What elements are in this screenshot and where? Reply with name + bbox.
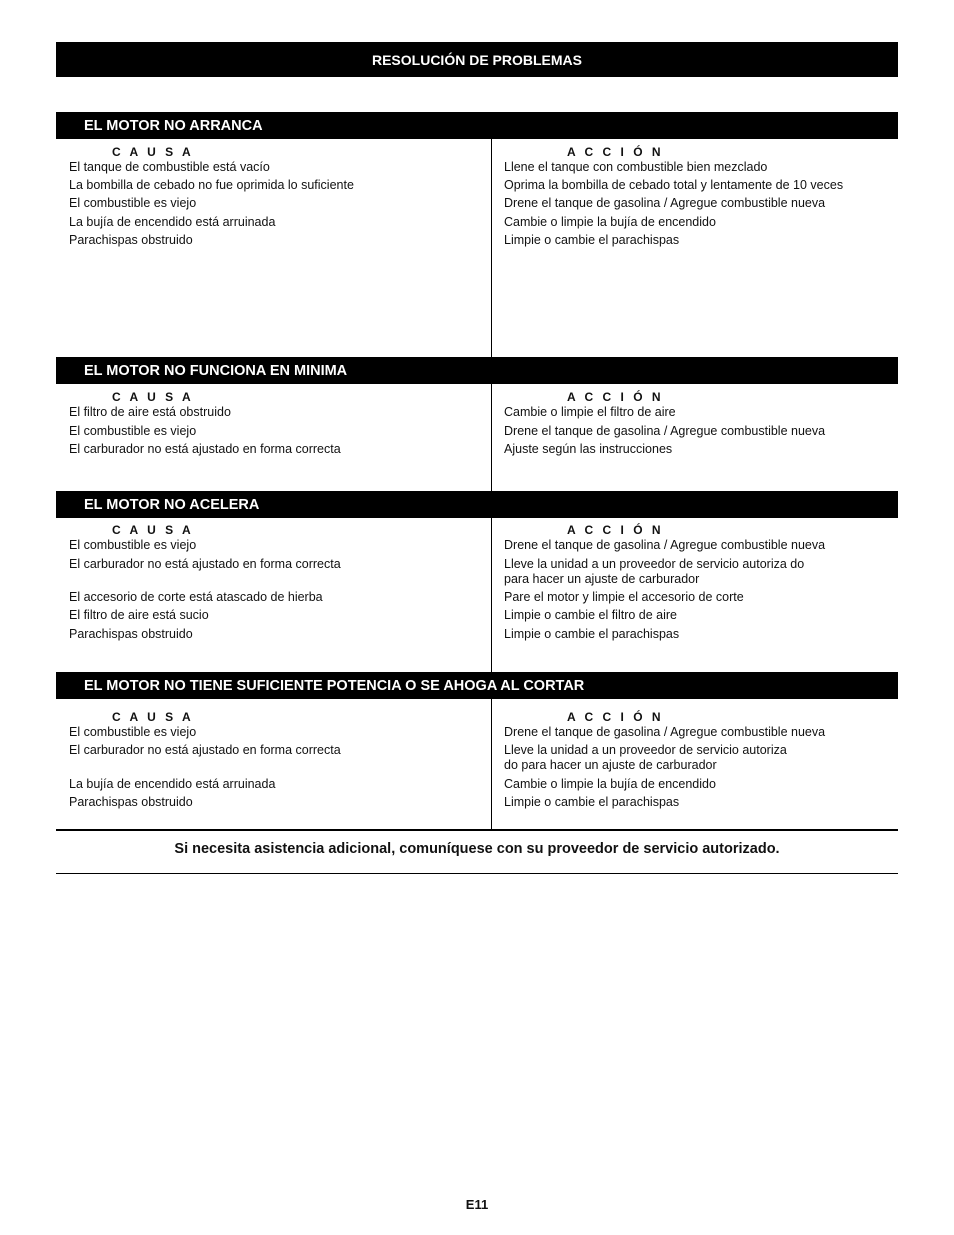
cause-item: La bujía de encendido está arruinada: [69, 215, 276, 229]
section-heading-sin-potencia: EL MOTOR NO TIENE SUFICIENTE POTENCIA O SE AHOGA AL CORTAR: [56, 672, 898, 699]
column-divider: [491, 699, 492, 830]
action-item: Lleve la unidad a un proveedor de servicio autoriza: [504, 743, 787, 757]
cause-item: El tanque de combustible está vacío: [69, 160, 270, 174]
rule-top: [56, 829, 898, 831]
action-item: Cambie o limpie el filtro de aire: [504, 405, 676, 419]
cause-item: El combustible es viejo: [69, 538, 197, 552]
action-item: do para hacer un ajuste de carburador: [504, 758, 717, 772]
cause-item: El combustible es viejo: [69, 424, 197, 438]
action-item: Drene el tanque de gasolina / Agregue combustible nueva: [504, 725, 826, 739]
cause-label: C A U S A: [112, 145, 194, 159]
cause-item: La bombilla de cebado no fue oprimida lo suficiente: [69, 178, 354, 192]
page-title: RESOLUCIÓN DE PROBLEMAS: [56, 42, 898, 77]
action-item: Limpie o cambie el parachispas: [504, 233, 680, 247]
action-item: Cambie o limpie la bujía de encendido: [504, 215, 716, 229]
action-item: Cambie o limpie la bujía de encendido: [504, 777, 716, 791]
cause-item: El combustible es viejo: [69, 725, 197, 739]
cause-label: C A U S A: [112, 390, 194, 404]
cause-item: El carburador no está ajustado en forma correcta: [69, 442, 341, 456]
action-label: A C C I Ó N: [567, 145, 664, 159]
cause-item: El filtro de aire está obstruido: [69, 405, 231, 419]
action-item: Lleve la unidad a un proveedor de servicio autoriza do: [504, 557, 805, 571]
section-heading-no-funciona-minima: EL MOTOR NO FUNCIONA EN MINIMA: [56, 357, 898, 384]
action-item: Limpie o cambie el filtro de aire: [504, 608, 677, 622]
action-item: Drene el tanque de gasolina / Agregue combustible nueva: [504, 538, 826, 552]
section-heading-no-acelera: EL MOTOR NO ACELERA: [56, 491, 898, 518]
cause-label: C A U S A: [112, 710, 194, 724]
action-item: para hacer un ajuste de carburador: [504, 572, 700, 586]
action-label: A C C I Ó N: [567, 710, 664, 724]
cause-item: El carburador no está ajustado en forma correcta: [69, 743, 341, 757]
action-label: A C C I Ó N: [567, 390, 664, 404]
cause-item: Parachispas obstruido: [69, 233, 193, 247]
action-item: Pare el motor y limpie el accesorio de corte: [504, 590, 744, 604]
cause-item: Parachispas obstruido: [69, 795, 193, 809]
cause-item: La bujía de encendido está arruinada: [69, 777, 276, 791]
action-item: Drene el tanque de gasolina / Agregue combustible nueva: [504, 196, 826, 210]
assistance-note: Si necesita asistencia adicional, comuníquese con su proveedor de servicio autorizado.: [174, 841, 780, 857]
action-item: Limpie o cambie el parachispas: [504, 795, 680, 809]
cause-item: El filtro de aire está sucio: [69, 608, 209, 622]
cause-item: El accesorio de corte está atascado de hierba: [69, 590, 323, 604]
action-item: Limpie o cambie el parachispas: [504, 627, 680, 641]
action-label: A C C I Ó N: [567, 523, 664, 537]
column-divider: [491, 139, 492, 357]
action-item: Drene el tanque de gasolina / Agregue combustible nueva: [504, 424, 826, 438]
rule-bottom: [56, 873, 898, 874]
page-number: E11: [465, 1197, 489, 1212]
cause-item: El carburador no está ajustado en forma correcta: [69, 557, 341, 571]
action-item: Oprima la bombilla de cebado total y lentamente de 10 veces: [504, 178, 844, 192]
cause-item: El combustible es viejo: [69, 196, 197, 210]
cause-label: C A U S A: [112, 523, 194, 537]
column-divider: [491, 384, 492, 492]
cause-item: Parachispas obstruido: [69, 627, 193, 641]
section-heading-no-arranca: EL MOTOR NO ARRANCA: [56, 112, 898, 139]
action-item: Llene el tanque con combustible bien mezclado: [504, 160, 768, 174]
column-divider: [491, 518, 492, 672]
action-item: Ajuste según las instrucciones: [504, 442, 673, 456]
